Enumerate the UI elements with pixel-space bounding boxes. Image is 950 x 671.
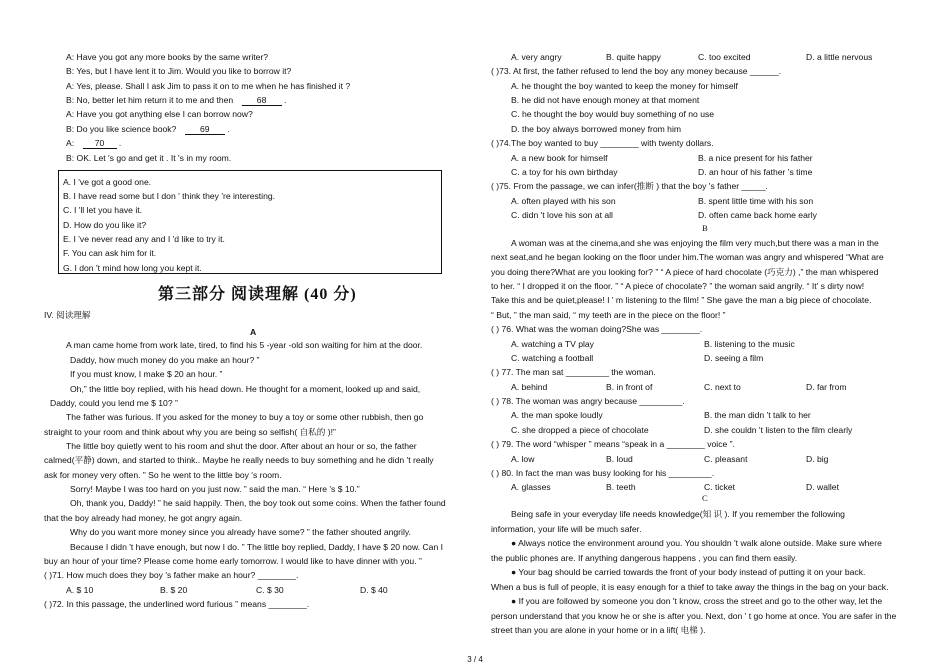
answer-option: A. watching a TV play bbox=[511, 339, 594, 349]
answer-option: B. in front of bbox=[606, 382, 653, 392]
answer-option: B. $ 20 bbox=[160, 585, 188, 595]
passage-line: ● Your bag should be carried towards the front of your body instead of putting it on your back. bbox=[511, 567, 866, 577]
answer-option: B. the man didn 't talk to her bbox=[704, 410, 811, 420]
answer-option: B. teeth bbox=[606, 482, 636, 492]
question-80: ( ) 80. In fact the man was busy looking for his _________. bbox=[491, 468, 715, 478]
passage-line: ● Always notice the environment around you. You shouldn 't walk alone outside. Make sure where bbox=[511, 538, 882, 548]
answer-option: C. she dropped a piece of chocolate bbox=[511, 425, 649, 435]
answer-option: D. seeing a film bbox=[704, 353, 764, 363]
passage-line: ● If you are followed by someone you don 't know, cross the street and go to the other way, let the bbox=[511, 596, 883, 606]
answer-option: B. spent little time with his son bbox=[698, 196, 814, 206]
option-item: B. I have read some but I don ' think they 're interesting. bbox=[63, 191, 276, 201]
option-item: G. I don 't mind how long you kept it. bbox=[63, 263, 202, 273]
answer-option: C. $ 30 bbox=[256, 585, 284, 595]
passage-a-heading: A bbox=[250, 327, 257, 337]
period: . bbox=[283, 95, 287, 105]
answer-option: D. often came back home early bbox=[698, 210, 817, 220]
answer-option: A. often played with his son bbox=[511, 196, 616, 206]
passage-line: you doing there?What are you looking for? ” “ A piece of hard chocolate (巧克力) ,” the man whispered bbox=[491, 267, 879, 277]
question-75: ( )75. From the passage, we can infer(推断 ) that the boy 's father _____. bbox=[491, 181, 768, 191]
blank-68: 68 bbox=[242, 95, 282, 106]
passage-line: buy an hour of your time? Please come home early tomorrow. I would like to have dinner with you. ” bbox=[44, 556, 422, 566]
answer-option: B. he did not have enough money at that moment bbox=[511, 95, 700, 105]
passage-line: Daddy, could you lend me $ 10? ” bbox=[50, 398, 178, 408]
answer-option: A. glasses bbox=[511, 482, 551, 492]
passage-line: When a bus is full of people, it is easy enough for a thief to take away the things in the bag on your back. bbox=[491, 582, 889, 592]
answer-option: C. too excited bbox=[698, 52, 751, 62]
dialogue-line-68 bbox=[66, 95, 286, 106]
period: . bbox=[118, 138, 122, 148]
question-76: ( ) 76. What was the woman doing?She was ________. bbox=[491, 324, 703, 334]
option-item: D. How do you like it? bbox=[63, 220, 147, 230]
dialogue-line-70 bbox=[66, 138, 121, 149]
blank-70: 70 bbox=[83, 138, 117, 149]
passage-line: ask for money very often. ” So he went to the little boy 's room. bbox=[44, 470, 282, 480]
passage-line: next seat,and he began looking on the floor under him.The woman was angry and whispered “What are bbox=[491, 252, 884, 262]
section-label: IV. 阅读理解 bbox=[44, 310, 91, 320]
passage-line: calmed(平静) down, and started to think.. Maybe he really needs to buy something and he didn 't really bbox=[44, 455, 434, 465]
period: . bbox=[227, 124, 230, 134]
question-72: ( )72. In this passage, the underlined word furious ” means ________. bbox=[44, 599, 310, 609]
question-74: ( )74.The boy wanted to buy ________ with twenty dollars. bbox=[491, 138, 714, 148]
answer-option: D. wallet bbox=[806, 482, 839, 492]
option-item: C. I 'll let you have it. bbox=[63, 205, 143, 215]
passage-line: information, your life will be much safer. bbox=[491, 524, 642, 534]
passage-line: street than you are alone in your home or in a lift( 电梯 ). bbox=[491, 625, 706, 635]
answer-option: C. didn 't love his son at all bbox=[511, 210, 613, 220]
passage-line: Take this and be quiet,please! I ' m listening to the film! ” She gave the man a big piece of chocolate. bbox=[491, 295, 872, 305]
passage-c-heading: C bbox=[702, 493, 708, 503]
passage-line: the public phones are. If anything dangerous happens , you can find them easily. bbox=[491, 553, 798, 563]
passage-line: A woman was at the cinema,and she was enjoying the film very much,but there was a man in the bbox=[511, 238, 879, 248]
answer-option: C. next to bbox=[704, 382, 741, 392]
passage-line: Daddy, how much money do you make an hour? ” bbox=[70, 355, 260, 365]
option-item: F. You can ask him for it. bbox=[63, 248, 157, 258]
passage-line: If you must know, I make $ 20 an hour. ” bbox=[70, 369, 223, 379]
passage-b-heading: B bbox=[702, 223, 708, 233]
answer-option: C. pleasant bbox=[704, 454, 748, 464]
answer-option: C. watching a football bbox=[511, 353, 594, 363]
dialogue-line: B: Yes, but I have lent it to Jim. Would you like to borrow it? bbox=[66, 66, 292, 76]
answer-option: C. ticket bbox=[704, 482, 736, 492]
question-79: ( ) 79. The word “whisper ” means “speak in a ________ voice ”. bbox=[491, 439, 735, 449]
question-78: ( ) 78. The woman was angry because _________. bbox=[491, 396, 685, 406]
question-77: ( ) 77. The man sat _________ the woman. bbox=[491, 367, 656, 377]
passage-line: Oh,” the little boy replied, with his head down. He thought for a moment, looked up and said, bbox=[70, 384, 421, 394]
passage-line: Because I didn 't have enough, but now I do. ” The little boy replied, Daddy, I have $ 20 now. Can I bbox=[70, 542, 444, 552]
passage-line: Being safe in your everyday life needs knowledge(知 识 ). If you remember the following bbox=[511, 509, 845, 519]
option-item: A. I 've got a good one. bbox=[63, 177, 152, 187]
passage-line: Sorry! Maybe I was too hard on you just now. ” said the man. “ Here 's $ 10.” bbox=[70, 484, 360, 494]
answer-option: A. a new book for himself bbox=[511, 153, 608, 163]
answer-option: B. a nice present for his father bbox=[698, 153, 813, 163]
answer-option: D. an hour of his father 's time bbox=[698, 167, 813, 177]
passage-line: The father was furious. If you asked for the money to buy a toy or some other rubbish, then go bbox=[66, 412, 424, 422]
passage-line: Why do you want more money since you already have some? ” the father shouted angrily. bbox=[70, 527, 411, 537]
answer-option: D. $ 40 bbox=[360, 585, 388, 595]
dialogue-text: A: bbox=[66, 138, 75, 148]
dialogue-line: B: OK. Let 's go and get it . It 's in my room. bbox=[66, 153, 232, 163]
answer-option: A. very angry bbox=[511, 52, 562, 62]
answer-option: A. low bbox=[511, 454, 535, 464]
answer-option: B. loud bbox=[606, 454, 633, 464]
dialogue-line: A: Have you got any more books by the same writer? bbox=[66, 52, 269, 62]
answer-option: A. behind bbox=[511, 382, 548, 392]
question-73: ( )73. At first, the father refused to lend the boy any money because ______. bbox=[491, 66, 781, 76]
page-number: 3 / 4 bbox=[467, 655, 483, 664]
answer-option: A. $ 10 bbox=[66, 585, 94, 595]
passage-line: that the boy already had money, he got angry again. bbox=[44, 513, 243, 523]
answer-option: C. a toy for his own birthday bbox=[511, 167, 618, 177]
passage-line: The little boy quietly went to his room and shut the door. After about an hour or so, the father bbox=[66, 441, 417, 451]
passage-line: person understand that you know he or she is after you. Next, don ' t go home at once. You are safer in the bbox=[491, 611, 897, 621]
answer-option: D. the boy always borrowed money from him bbox=[511, 124, 682, 134]
dialogue-line-69 bbox=[66, 124, 230, 135]
answer-option: B. listening to the music bbox=[704, 339, 795, 349]
answer-option: B. quite happy bbox=[606, 52, 661, 62]
question-71: ( )71. How much does they boy 's father make an hour? ________. bbox=[44, 570, 299, 580]
answer-option: D. she couldn 't listen to the film clearly bbox=[704, 425, 853, 435]
blank-69: 69 bbox=[185, 124, 225, 135]
answer-option: D. far from bbox=[806, 382, 847, 392]
dialogue-line: A: Have you got anything else I can borrow now? bbox=[66, 109, 253, 119]
section-title: 第三部分 阅读理解 (40 分) bbox=[158, 286, 357, 303]
passage-line: “ But, ” the man said, “ my teeth are in the piece on the floor! ” bbox=[491, 310, 726, 320]
answer-option: D. big bbox=[806, 454, 829, 464]
dialogue-text: B: No, better let him return it to me and then bbox=[66, 95, 234, 105]
answer-option: C. he thought the boy would buy something of no use bbox=[511, 109, 715, 119]
option-item: E. I 've never read any and I 'd like to try it. bbox=[63, 234, 225, 244]
passage-line: A man came home from work late, tired, to find his 5 -year -old son waiting for him at the door. bbox=[66, 340, 423, 350]
dialogue-text: B: Do you like science book? bbox=[66, 124, 177, 134]
passage-line: straight to your room and think about why you are being so selfish( 自私的 )!” bbox=[44, 427, 336, 437]
passage-line: to her. “ I dropped it on the floor. ” “ A piece of chocolate? ” the woman said angrily. “ It' s dirty now! bbox=[491, 281, 865, 291]
passage-line: Oh, thank you, Daddy! ” he said happily. Then, the boy took out some coins. When the father found bbox=[70, 498, 446, 508]
answer-option: A. he thought the boy wanted to keep the money for himself bbox=[511, 81, 738, 91]
answer-option: A. the man spoke loudly bbox=[511, 410, 603, 420]
dialogue-line: A: Yes, please. Shall I ask Jim to pass it on to me when he has finished it ? bbox=[66, 81, 351, 91]
answer-option: D. a little nervous bbox=[806, 52, 873, 62]
